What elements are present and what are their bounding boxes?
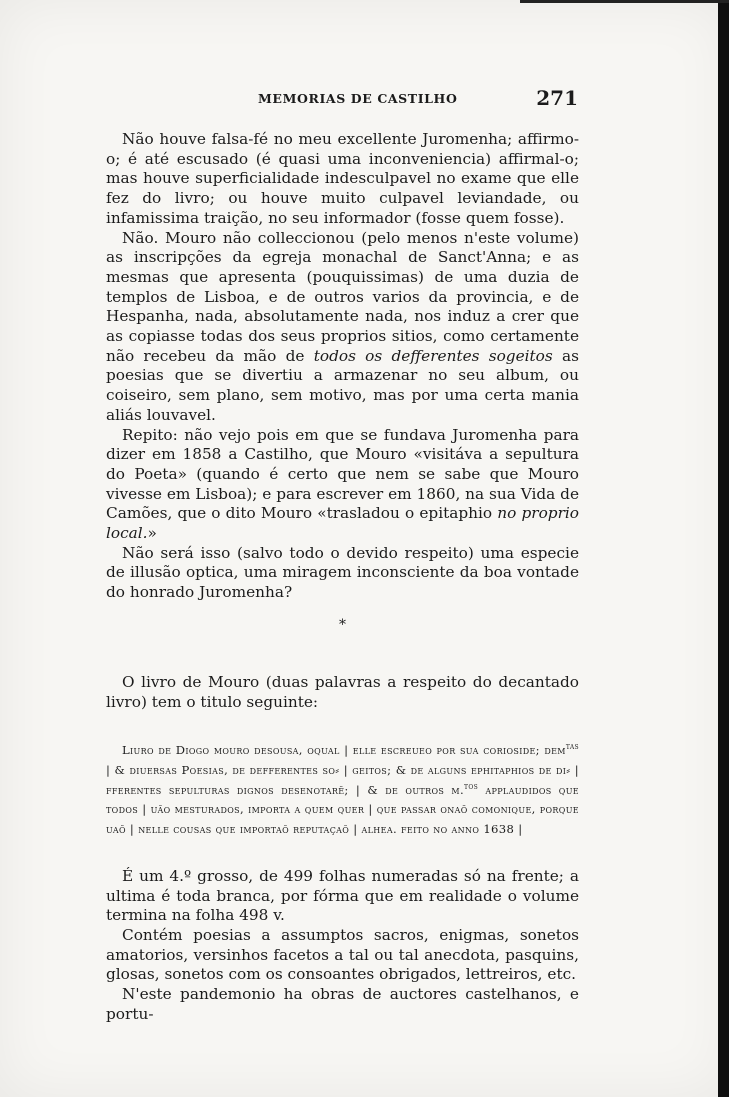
spacer — [106, 840, 579, 867]
running-title: MEMORIAS DE CASTILHO — [258, 91, 458, 106]
page-body — [106, 130, 579, 1024]
page-number: 271 — [536, 86, 578, 110]
paragraph-4: Não será isso (salvo todo o devido respeito) uma especie de illusão optica, uma miragem inconsciente da boa vontade do honrado Juromenha? — [106, 543, 579, 602]
scan-border-top — [520, 0, 729, 3]
paragraph-5: O livro de Mouro (duas palavras a respeito do decantado livro) tem o titulo seguinte: — [106, 672, 579, 711]
page-header — [105, 88, 580, 112]
section-separator: * — [339, 616, 346, 633]
book-title-transcription: Liuro de Diogo mouro desousa, oqual | elle escreueo por sua corioside; dem$^{tas}$ | & diuersas Poesias, de defferentes so⸗ | geitos; & de alguns ephitaphios de di⸗ | fferentes sepulturas dignos desenotarẽ; | & de outros m.$^{tos}$ applaudidos que todos | uão mesturados, importa a quem quer | que passar onaõ comonique, porque uaõ | nelle cousas que importaõ reputaçaõ | alhea. feito no anno 1638 | — [106, 742, 579, 837]
spacer — [106, 647, 579, 673]
paragraph-7: Contém poesias a assumptos sacros, enigmas, sonetos amatorios, versinhos facetos a tal ou tal anecdota, pasquins, glosas, sonetos com os consoantes obrigados, lettreiros, etc. — [106, 925, 579, 984]
paragraph-2: Não. Mouro não colleccionou (pelo menos n'este volume) as inscripções da egreja monachal de Sanct'Anna; e as mesmas que apresenta (pouquissimas) de uma duzia de templos de Lisboa, e de outros varios da provincia, e de Hespanha, nada, absolutamente nada, nos induz a crer que as copiasse todas dos seus proprios sitios, como certamente não recebeu da mão de todos os defferentes sogeitos as poesias que se divertiu a armazenar no seu album, ou coiseiro, sem plano, sem motivo, mas por uma certa mania aliás louvavel. — [106, 228, 579, 424]
paragraph-6: É um 4.º grosso, de 499 folhas numeradas só na frente; a ultima é toda branca, por fórma que em realidade o volume termina na folha 498 v. — [106, 866, 579, 925]
scan-border-right — [718, 0, 729, 1097]
paragraph-3: Repito: não vejo pois em que se fundava Juromenha para dizer em 1858 a Castilho, que Mouro «visitáva a sepultura do Poeta» (quando é certo que nem se sabe que Mouro vivesse em Lisboa); e para escrever em 1860, na sua Vida de Camões, que o dito Mouro «trasladou o epitaphio no proprio local.» — [106, 425, 579, 543]
spacer — [106, 712, 579, 741]
italic-phrase: todos os defferentes sogeitos — [313, 346, 553, 365]
paragraph-8: N'este pandemonio ha obras de auctores castelhanos, e portu- — [106, 985, 579, 1023]
paragraph-1: Não houve falsa-fé no meu excellente Juromenha; affirmo-o; é até escusado (é quasi uma inconveniencia) affirmal-o; mas houve superficialidade indesculpavel no exame que elle fez do livro; ou houve muito culpavel leviandade, ou infamissima traição, no seu informador (fosse quem fosse). — [106, 130, 579, 227]
italic-phrase: no proprio local. — [106, 504, 579, 543]
